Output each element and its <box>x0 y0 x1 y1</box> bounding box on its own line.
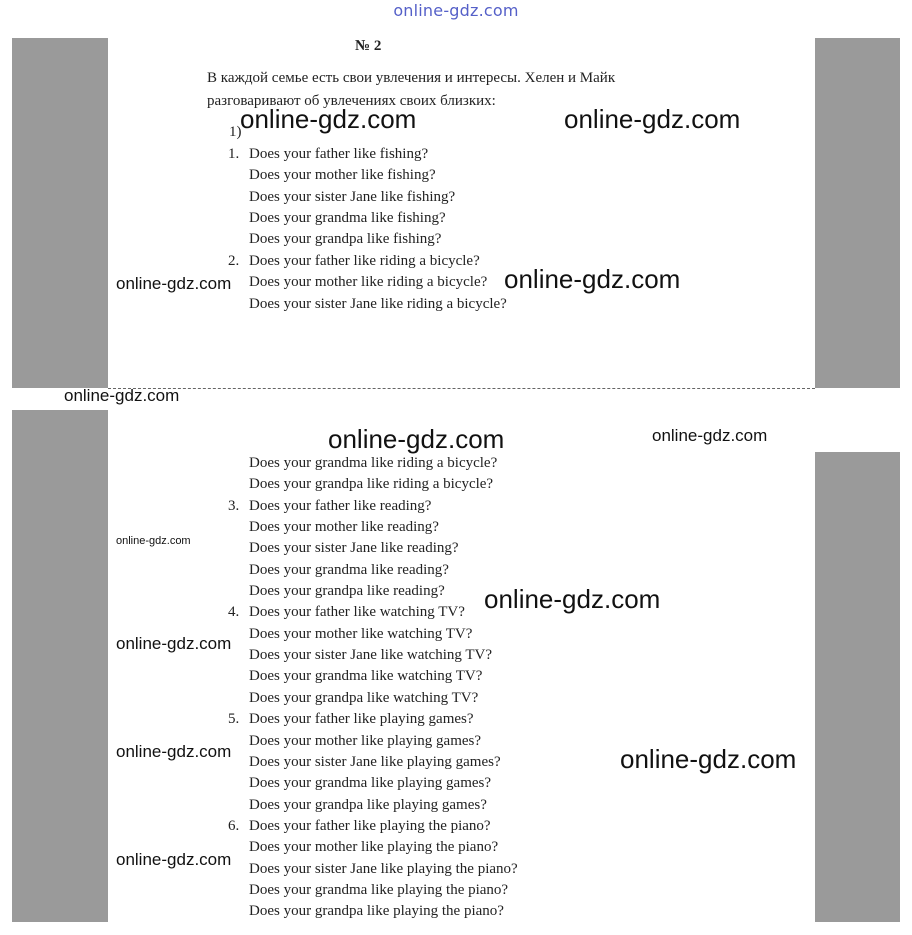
watermark: online-gdz.com <box>620 744 797 774</box>
watermark: online-gdz.com <box>116 850 232 869</box>
question-line: Does your sister Jane like watching TV? <box>249 647 492 663</box>
item-number-5: 5. <box>228 711 240 727</box>
item-number-3: 3. <box>228 498 240 514</box>
question-line: Does your grandpa like playing the piano? <box>249 903 504 919</box>
question-line: Does your grandma like fishing? <box>249 210 446 226</box>
question-line: Does your sister Jane like fishing? <box>249 189 456 205</box>
question-line: Does your mother like watching TV? <box>249 626 473 642</box>
item-number-1: 1. <box>228 146 240 162</box>
question-line: Does your mother like playing the piano? <box>249 839 499 855</box>
watermark: online-gdz.com <box>564 104 741 134</box>
question-line: Does your grandpa like watching TV? <box>249 690 479 706</box>
watermark: online-gdz.com <box>116 742 232 761</box>
question-line: Does your grandma like playing games? <box>249 775 492 791</box>
question-line: Does your mother like reading? <box>249 519 439 535</box>
watermark: online-gdz.com <box>504 264 681 294</box>
left-margin-top <box>12 38 108 388</box>
question-line: Does your sister Jane like playing games? <box>249 754 501 770</box>
question-line: Does your father like fishing? <box>249 146 429 162</box>
sub-marker: 1) <box>229 124 242 140</box>
left-margin-bottom <box>12 410 108 922</box>
site-banner: online-gdz.com <box>393 1 519 20</box>
question-line: Does your father like watching TV? <box>249 604 465 620</box>
question-line: Does your mother like fishing? <box>249 167 436 183</box>
watermark: online-gdz.com <box>116 535 191 547</box>
question-line: Does your grandma like riding a bicycle? <box>249 455 498 471</box>
item-number-4: 4. <box>228 604 240 620</box>
exercise-intro: В каждой семье есть свои увлечения и интересы. Хелен и Майк разговаривают об увлечениях своих близких: <box>207 70 616 109</box>
question-line: Does your father like reading? <box>249 498 432 514</box>
watermark: online-gdz.com <box>652 426 768 445</box>
right-margin-top <box>815 38 900 388</box>
question-line: Does your father like playing games? <box>249 711 474 727</box>
question-line: Does your grandpa like reading? <box>249 583 445 599</box>
page-separator <box>108 388 815 389</box>
watermark: online-gdz.com <box>64 386 180 405</box>
right-margin-bottom <box>815 452 900 922</box>
item-number-2: 2. <box>228 253 240 269</box>
question-line: Does your sister Jane like playing the piano? <box>249 861 518 877</box>
question-line: Does your father like riding a bicycle? <box>249 253 480 269</box>
question-line: Does your grandpa like fishing? <box>249 231 442 247</box>
question-line: Does your sister Jane like reading? <box>249 540 459 556</box>
question-line: Does your grandma like watching TV? <box>249 668 483 684</box>
question-line: Does your mother like riding a bicycle? <box>249 274 488 290</box>
watermark: online-gdz.com <box>116 634 232 653</box>
watermark: online-gdz.com <box>116 274 232 293</box>
question-line: Does your mother like playing games? <box>249 733 482 749</box>
question-line: Does your grandma like playing the piano? <box>249 882 509 898</box>
exercise-heading: № 2 <box>355 38 382 54</box>
question-line: Does your father like playing the piano? <box>249 818 491 834</box>
question-line: Does your grandpa like riding a bicycle? <box>249 476 494 492</box>
watermark: online-gdz.com <box>484 584 661 614</box>
question-line: Does your grandma like reading? <box>249 562 449 578</box>
watermark: online-gdz.com <box>328 424 505 454</box>
item-number-6: 6. <box>228 818 240 834</box>
question-line: Does your sister Jane like riding a bicycle? <box>249 296 507 312</box>
watermark: online-gdz.com <box>240 104 417 134</box>
question-line: Does your grandpa like playing games? <box>249 797 487 813</box>
